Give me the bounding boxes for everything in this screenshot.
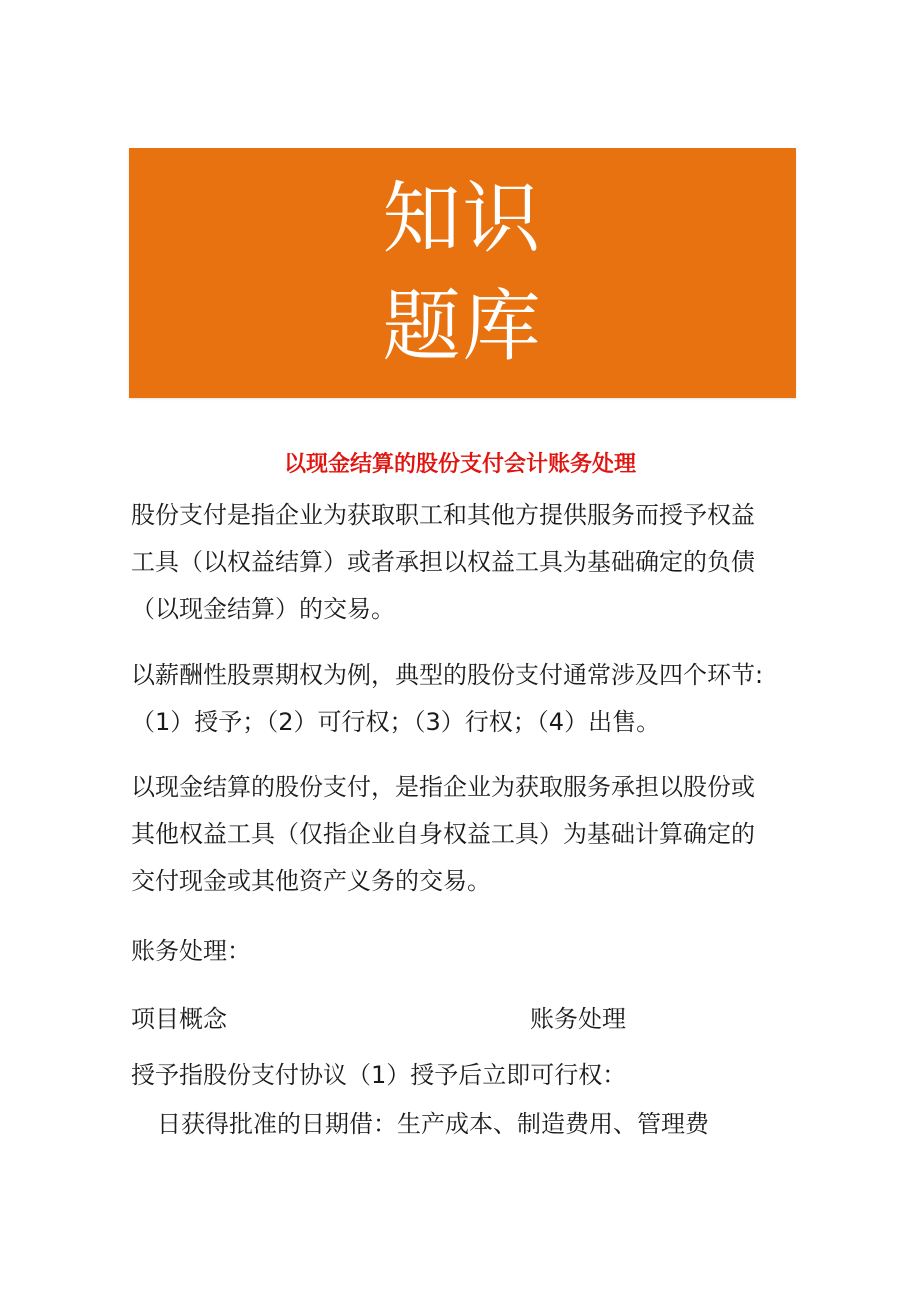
accounting-label: 账务处理： (131, 937, 251, 965)
paragraph-cash-settled (131, 764, 791, 905)
paragraph-line: 工具（以权益结算）或者承担以权益工具为基础确定的负债 (131, 548, 755, 576)
document-title: 以现金结算的股份支付会计账务处理 (283, 452, 636, 477)
paragraph-definition (131, 492, 791, 633)
banner-line-2: 题库 (382, 282, 543, 372)
approval-date-line: 日获得批准的日期借：生产成本、制造费用、管理费 (157, 1110, 709, 1138)
paragraph-line: 其他权益工具（仅指企业自身权益工具）为基础计算确定的 (131, 820, 755, 848)
paragraph-line: 以薪酬性股票期权为例，典型的股份支付通常涉及四个环节: (131, 661, 764, 689)
paragraph-line: 股份支付是指企业为获取职工和其他方提供服务而授予权益 (131, 501, 755, 529)
paragraph-line: 交付现金或其他资产义务的交易。 (131, 867, 491, 895)
paragraph-line: （1）授予；（2）可行权；（3）行权；（4）出售。 (131, 708, 661, 736)
table-header-concept: 项目概念 (131, 1005, 227, 1033)
paragraph-line: （以现金结算）的交易。 (131, 595, 395, 623)
paragraph-stages (131, 652, 791, 746)
grant-line: 授予指股份支付协议（1）授予后立即可行权： (131, 1061, 627, 1089)
paragraph-line: 以现金结算的股份支付，是指企业为获取服务承担以股份或 (131, 773, 755, 801)
title-banner (129, 148, 796, 398)
table-header-treatment: 账务处理 (530, 1005, 626, 1033)
banner-line-1: 知识 (382, 174, 543, 264)
